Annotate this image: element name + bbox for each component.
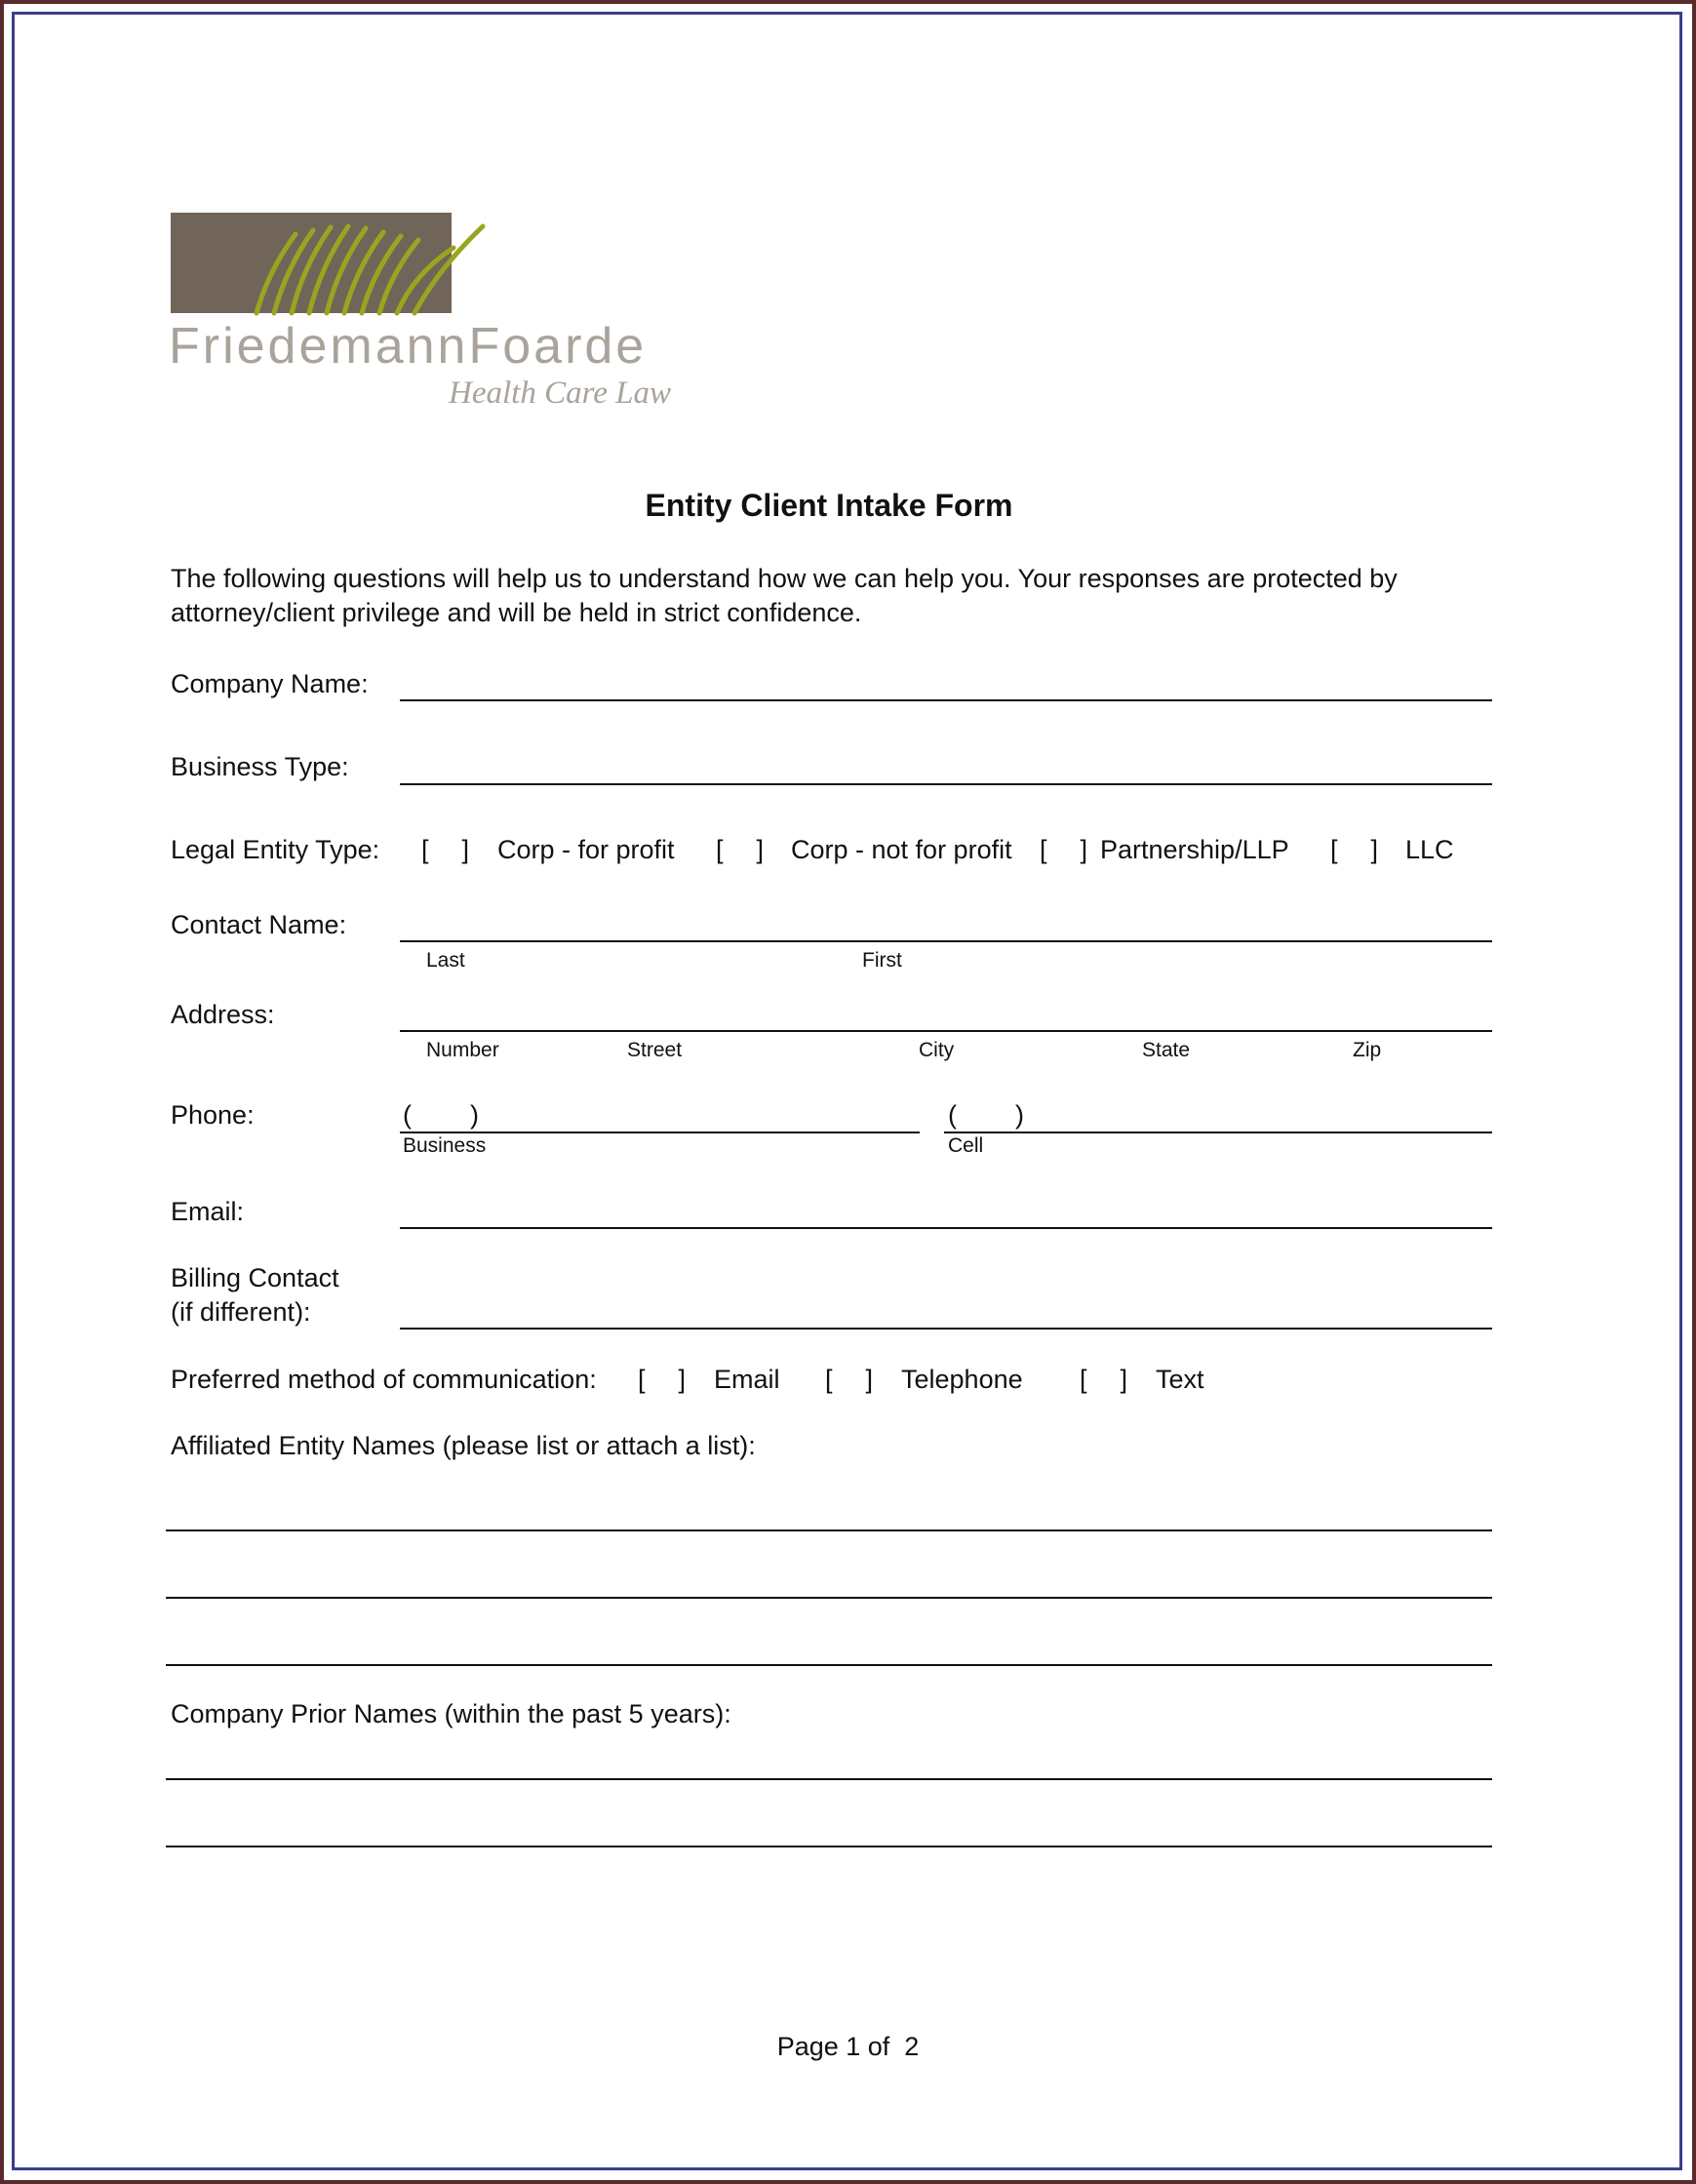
preferred-method-label: Preferred method of communication: bbox=[171, 1365, 597, 1394]
affiliated-entities-line-2[interactable] bbox=[166, 1597, 1492, 1599]
checkbox-partnership[interactable]: [ ] bbox=[1040, 835, 1088, 864]
business-phone-field[interactable] bbox=[400, 1132, 920, 1133]
cell-phone-field[interactable] bbox=[944, 1132, 1492, 1133]
prior-names-label: Company Prior Names (within the past 5 years): bbox=[171, 1699, 731, 1728]
email-label: Email: bbox=[171, 1197, 245, 1226]
address-number-sublabel: Number bbox=[426, 1039, 499, 1061]
legal-entity-type-label: Legal Entity Type: bbox=[171, 835, 380, 864]
company-name-label: Company Name: bbox=[171, 669, 369, 698]
address-zip-sublabel: Zip bbox=[1353, 1039, 1382, 1061]
contact-first-sublabel: First bbox=[862, 949, 902, 972]
option-llc: LLC bbox=[1405, 835, 1454, 864]
checkbox-corp-not-for-profit[interactable]: [ ] bbox=[716, 835, 765, 864]
checkbox-text[interactable]: [ ] bbox=[1080, 1365, 1128, 1394]
option-corp-not-for-profit: Corp - not for profit bbox=[791, 835, 1012, 864]
logo-tagline: Health Care Law bbox=[449, 376, 671, 411]
intro-text: The following questions will help us to understand how we can help you. Your responses are protected by attorney/client privilege and will be held in strict confidence. bbox=[171, 564, 1398, 627]
address-city-sublabel: City bbox=[919, 1039, 955, 1061]
checkbox-llc[interactable]: [ ] bbox=[1330, 835, 1379, 864]
company-name-field[interactable] bbox=[400, 699, 1492, 701]
cell-phone-sublabel: Cell bbox=[948, 1134, 984, 1157]
address-street-sublabel: Street bbox=[627, 1039, 683, 1061]
prior-names-line-2[interactable] bbox=[166, 1846, 1492, 1847]
address-field[interactable] bbox=[400, 1030, 1492, 1032]
page-number: Page 1 of 2 bbox=[776, 2032, 920, 2061]
checkbox-email[interactable]: [ ] bbox=[638, 1365, 687, 1394]
phone-label: Phone: bbox=[171, 1100, 255, 1130]
business-area-code: ( ) bbox=[403, 1100, 479, 1130]
address-state-sublabel: State bbox=[1142, 1039, 1191, 1061]
business-phone-sublabel: Business bbox=[403, 1134, 487, 1157]
affiliated-entities-line-1[interactable] bbox=[166, 1529, 1492, 1531]
affiliated-entities-line-3[interactable] bbox=[166, 1664, 1492, 1666]
logo-wordmark: FriedemannFoarde bbox=[169, 318, 648, 375]
email-field[interactable] bbox=[400, 1227, 1492, 1229]
checkbox-telephone[interactable]: [ ] bbox=[825, 1365, 874, 1394]
option-corp-for-profit: Corp - for profit bbox=[497, 835, 675, 864]
billing-contact-sublabel: (if different): bbox=[171, 1297, 311, 1327]
option-email: Email bbox=[714, 1365, 780, 1394]
cell-area-code: ( ) bbox=[948, 1100, 1024, 1130]
business-type-field[interactable] bbox=[400, 783, 1492, 785]
address-label: Address: bbox=[171, 1000, 275, 1029]
business-type-label: Business Type: bbox=[171, 752, 349, 781]
affiliated-entities-label: Affiliated Entity Names (please list or attach a list): bbox=[171, 1431, 756, 1460]
prior-names-line-1[interactable] bbox=[166, 1778, 1492, 1780]
billing-contact-field[interactable] bbox=[400, 1328, 1492, 1330]
billing-contact-label: Billing Contact bbox=[171, 1263, 339, 1292]
grass-logo-icon bbox=[171, 213, 493, 320]
contact-name-label: Contact Name: bbox=[171, 910, 347, 939]
option-telephone: Telephone bbox=[901, 1365, 1023, 1394]
checkbox-corp-for-profit[interactable]: [ ] bbox=[421, 835, 470, 864]
option-text: Text bbox=[1156, 1365, 1204, 1394]
contact-name-field[interactable] bbox=[400, 940, 1492, 942]
option-partnership: Partnership/LLP bbox=[1100, 835, 1289, 864]
contact-last-sublabel: Last bbox=[426, 949, 465, 972]
form-title: Entity Client Intake Form bbox=[645, 488, 1013, 523]
